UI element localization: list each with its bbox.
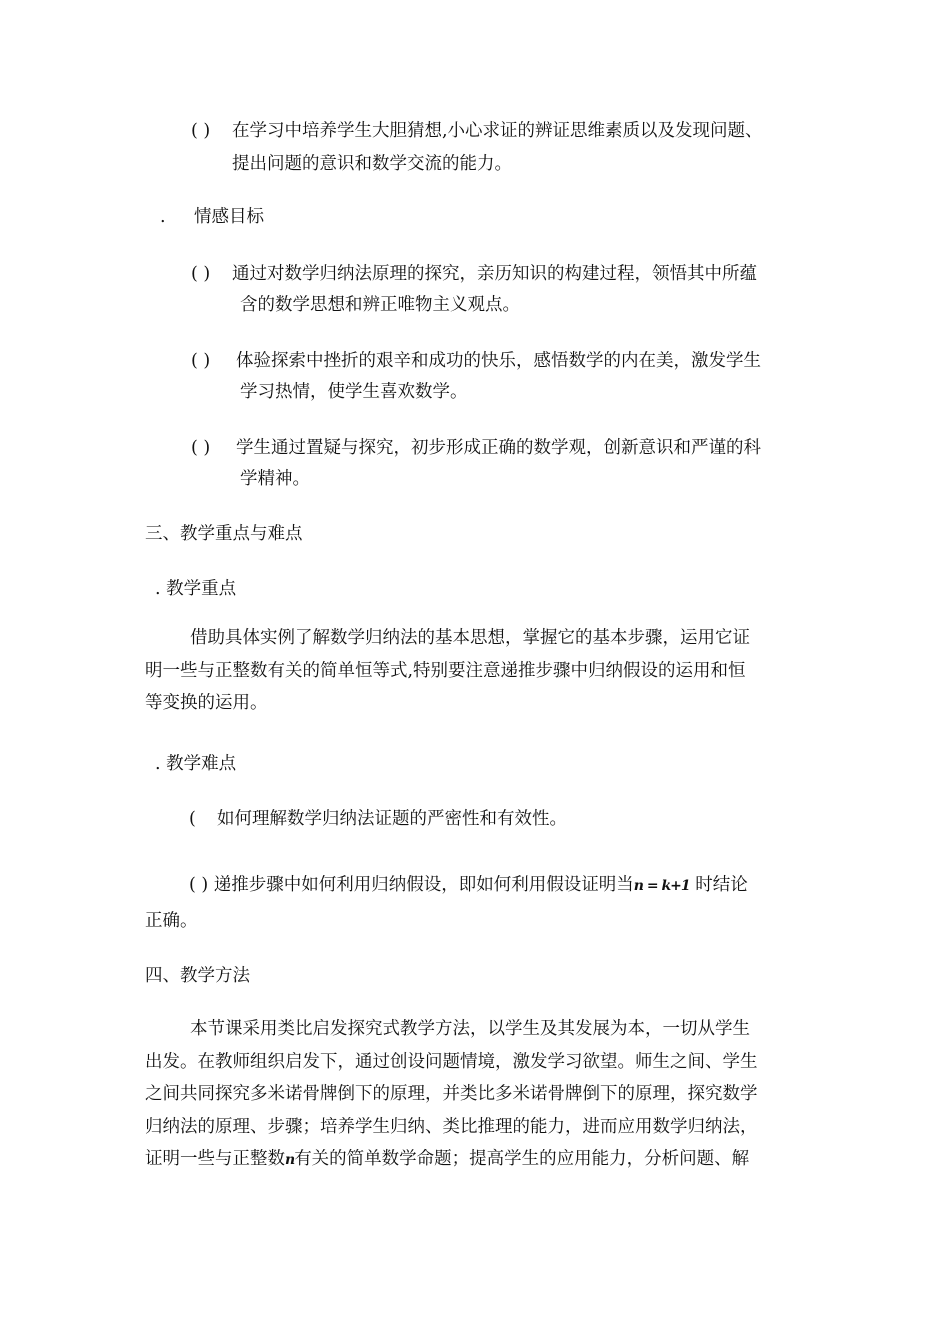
paragraph-line: 本节课采用类比启发探究式教学方法，以学生及其发展为本，一切从学生 <box>190 1019 750 1039</box>
difficulty-item-line-1: ( ) 递推步骤中如何利用归纳假设，即如何利用假设证明当n = k+1 时结论 <box>189 875 748 895</box>
paragraph-line: 证明一些与正整数n有关的简单数学命题；提高学生的应用能力，分析问题、解 <box>145 1149 750 1169</box>
paragraph-line: 之间共同探究多米诺骨牌倒下的原理，并类比多米诺骨牌倒下的原理，探究数学 <box>145 1084 758 1104</box>
list-marker: ( ) <box>191 438 211 458</box>
focus-paragraph <box>145 622 805 720</box>
section-heading-emotion: 情感目标 <box>194 207 264 227</box>
list-item-line-1: 在学习中培养学生大胆猜想,小心求证的辨证思维素质以及发现问题、 <box>232 121 763 141</box>
list-marker: ( <box>189 809 196 829</box>
list-item-line-2: 提出问题的意识和数学交流的能力。 <box>232 154 512 174</box>
list-item-line-2: 含的数学思想和辨正唯物主义观点。 <box>240 295 520 315</box>
paragraph-line: 等变换的运用。 <box>145 693 268 713</box>
list-item-line-2: 学习热情，使学生喜欢数学。 <box>240 382 468 402</box>
paragraph-line: 明一些与正整数有关的简单恒等式,特别要注意递推步骤中归纳假设的运用和恒 <box>145 660 746 681</box>
section-heading-key-points: 三、教学重点与难点 <box>145 524 303 544</box>
list-item-line-2: 学精神。 <box>240 469 310 489</box>
paragraph-line: 借助具体实例了解数学归纳法的基本思想，掌握它的基本步骤，运用它证 <box>190 628 750 648</box>
math-variable: n <box>285 1152 295 1168</box>
list-marker: ( ) <box>189 875 209 895</box>
list-item-line-1: 体验探索中挫折的艰辛和成功的快乐，感悟数学的内在美，激发学生 <box>236 351 761 371</box>
difficulty-item: 如何理解数学归纳法证题的严密性和有效性。 <box>217 809 567 829</box>
section-heading-method: 四、教学方法 <box>145 966 250 986</box>
math-formula: n = k+1 <box>633 878 690 894</box>
paragraph-line: 出发。在教师组织启发下，通过创设问题情境，激发学习欲望。师生之间、学生 <box>145 1051 758 1072</box>
list-item-line-1: 通过对数学归纳法原理的探究，亲历知识的构建过程，领悟其中所蕴 <box>232 264 757 284</box>
subheading-difficulty: . 教学难点 <box>155 754 237 774</box>
list-marker: ( ) <box>191 264 211 284</box>
difficulty-item-line-2: 正确。 <box>145 911 198 931</box>
paragraph-line: 归纳法的原理、步骤；培养学生归纳、类比推理的能力，进而应用数学归纳法， <box>145 1116 758 1137</box>
list-item-line-1: 学生通过置疑与探究，初步形成正确的数学观，创新意识和严谨的科 <box>236 438 761 458</box>
method-paragraph <box>145 1013 805 1177</box>
subheading-focus: . 教学重点 <box>155 579 237 599</box>
list-marker: ( ) <box>191 351 211 371</box>
list-marker: ( ) <box>191 121 211 141</box>
heading-number: . <box>160 207 166 227</box>
